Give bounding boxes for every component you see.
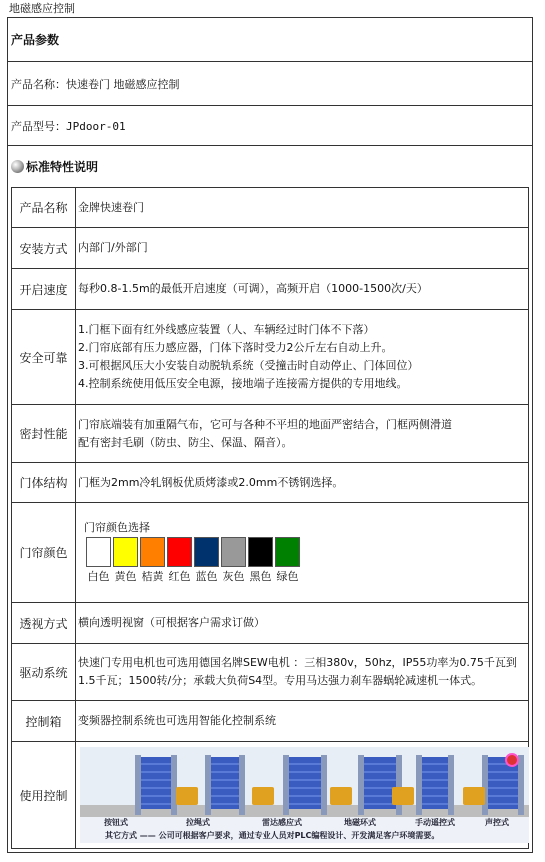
row-value: 快速门专用电机也可选用德国名牌SEW电机 ：三相380v，50hz，IP55功率为0.75千瓦到 1.5千瓦；1500转/分；承载大负荷S4型。专用马达强力刹车器蜗轮减速机一体式。 bbox=[78, 656, 517, 687]
row-label: 产品名称 bbox=[12, 188, 76, 227]
row-value: 门帘底端装有加重隔气布，它可与各种不平坦的地面严密结合，门框两侧滑道 配有密封毛刷（防虫、防尘、保温、隔音）。 bbox=[78, 417, 452, 449]
row-value bbox=[76, 503, 528, 602]
color-swatch-label: 灰色 bbox=[222, 570, 245, 583]
color-swatch-label: 白色 bbox=[87, 570, 110, 583]
row-value: 变频器控制系统也可选用智能化控制系统 bbox=[78, 714, 276, 727]
bullet-icon bbox=[11, 160, 24, 173]
product-model-line: 产品型号：JPdoor-01 bbox=[8, 106, 532, 146]
row-view bbox=[12, 603, 528, 644]
color-select-title: 门帘颜色选择 bbox=[84, 521, 150, 534]
color-swatch-box bbox=[167, 537, 192, 567]
color-swatch bbox=[193, 537, 220, 584]
color-swatch-label: 黄色 bbox=[114, 570, 137, 583]
row-label: 开启速度 bbox=[12, 269, 76, 309]
alarm-icon bbox=[505, 753, 519, 767]
color-swatch-box bbox=[86, 537, 111, 567]
row-label: 控制箱 bbox=[12, 701, 76, 741]
row-label: 驱动系统 bbox=[12, 644, 76, 700]
row-install bbox=[12, 228, 528, 269]
row-safety bbox=[12, 310, 528, 405]
row-structure bbox=[12, 463, 528, 503]
color-swatch bbox=[139, 537, 166, 584]
other-methods-note: 其它方式 —— 公司可根据客户要求，通过专业人员对PLC编程设计、开发满足客户环境需要。 bbox=[105, 831, 440, 840]
row-label: 门帘颜色 bbox=[12, 503, 76, 602]
color-swatch-label: 桔黄 bbox=[141, 570, 164, 583]
row-value: 门框为2mm冷轧钢板优质烤漆或2.0mm不锈钢选择。 bbox=[78, 475, 344, 489]
color-swatch-box bbox=[221, 537, 246, 567]
color-swatch bbox=[112, 537, 139, 584]
row-label: 安全可靠 bbox=[12, 310, 76, 404]
row-label: 透视方式 bbox=[12, 603, 76, 643]
product-name-line: 产品名称：快速卷门 地磁感应控制 bbox=[8, 62, 532, 106]
row-value: 横向透明视窗（可根据客户需求订做） bbox=[78, 616, 265, 629]
row-control-box bbox=[12, 701, 528, 742]
caption-radar: 雷达感应式 bbox=[262, 818, 302, 827]
color-swatch-box bbox=[113, 537, 138, 567]
row-value: 金牌快速卷门 bbox=[78, 200, 144, 214]
row-value bbox=[76, 742, 529, 848]
color-swatch-box bbox=[248, 537, 273, 567]
color-swatch-box bbox=[140, 537, 165, 567]
row-product-name bbox=[12, 188, 528, 228]
row-speed bbox=[12, 269, 528, 310]
row-label: 使用控制 bbox=[12, 742, 76, 848]
control-methods-illustration bbox=[80, 747, 529, 843]
color-swatch-label: 绿色 bbox=[276, 570, 299, 583]
row-label: 密封性能 bbox=[12, 405, 76, 462]
color-swatch bbox=[220, 537, 247, 584]
caption-remote: 手动遥控式 bbox=[415, 818, 455, 827]
color-swatches bbox=[85, 537, 528, 584]
caption-loop: 地磁环式 bbox=[344, 818, 376, 827]
control-captions bbox=[80, 817, 529, 843]
row-value: 每秒0.8-1.5m的最低开启速度（可调），高频开启（1000-1500次/天） bbox=[78, 282, 428, 295]
caption-button: 按钮式 bbox=[104, 818, 128, 827]
row-label: 门体结构 bbox=[12, 463, 76, 502]
section-params-heading: 产品参数 bbox=[8, 18, 532, 62]
color-swatch-box bbox=[275, 537, 300, 567]
color-swatch bbox=[166, 537, 193, 584]
caption-pull-cord: 拉绳式 bbox=[186, 818, 210, 827]
row-label: 安装方式 bbox=[12, 228, 76, 268]
page-title: 地磁感应控制 bbox=[9, 2, 75, 15]
row-value: 内部门/外部门 bbox=[78, 241, 148, 254]
features-table bbox=[11, 187, 529, 849]
color-swatch-box bbox=[194, 537, 219, 567]
row-value: 1.门框下面有红外线感应装置（人、车辆经过时门体不下落） 2.门帘底部有压力感应器，门体下落时受力2公斤左右自动上升。 3.可根据风压大小安装自动脱轨系统（受撞击时自动停止、门体回位） 4.控制系统使用低压安全电源，接地端子连接需方提供的专用地线。 bbox=[78, 323, 419, 390]
caption-voice: 声控式 bbox=[485, 818, 509, 827]
color-swatch-label: 黑色 bbox=[249, 570, 272, 583]
color-swatch bbox=[274, 537, 301, 584]
row-seal bbox=[12, 405, 528, 463]
section-features-heading: 标准特性说明 bbox=[8, 146, 532, 186]
color-swatch bbox=[85, 537, 112, 584]
product-table bbox=[7, 17, 533, 853]
row-usage bbox=[12, 742, 528, 848]
row-drive bbox=[12, 644, 528, 701]
color-swatch-label: 蓝色 bbox=[195, 570, 218, 583]
color-swatch bbox=[247, 537, 274, 584]
color-swatch-label: 红色 bbox=[168, 570, 191, 583]
row-color bbox=[12, 503, 528, 603]
